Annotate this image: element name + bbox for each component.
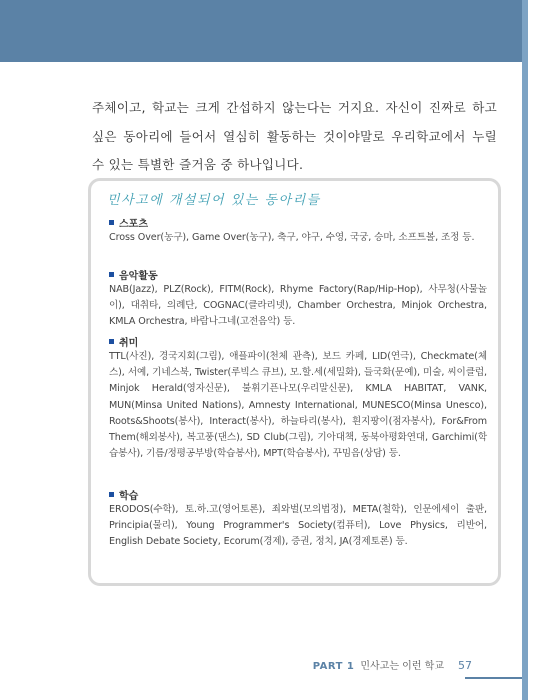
section-body: TTL(사진), 경국지회(그림), 애플파이(천체 관측), 보드 카페, LID(연극), Checkmate(체스), 서예, 기네스북, Twister(루빅스 큐브), 모.할.세(세밀화), 들국화(문예), 미술, 씨이클럽, Minjok Herald(영자신문), 불휘기픈나모(우리말신문), KMLA HABITAT, VANK, MUN(Minsa United Nations), Amnesty International, MUNESCO(Minsa Unesco), Roots&Shoots(봉사), Interact(봉사), 하늘타리(봉사), 흰지팡이(점자봉사), For&From Them(해외봉사), 복고풍(댄스), SD Club(그림), 기아대책, 동북아평화연대, Garchimi(학습봉사), 기름/정평공부방(학습봉사), MPT(학습봉사), 꾸밈음(상담) 등. (109, 351, 487, 460)
club-list-box (88, 178, 501, 586)
section-body: NAB(Jazz), PLZ(Rock), FITM(Rock), Rhyme Factory(Rap/Hip-Hop), 사무청(사물놀이), 대취타, 의례단, COGNAC(클라리넷), Chamber Orchestra, Minjok Orchestra, KMLA Orchestra, 바람나그네(고전음악) 등. (109, 284, 487, 328)
square-bullet-icon (109, 339, 114, 344)
box-title: 민사고에 개설되어 있는 동아리들 (107, 193, 321, 208)
section-heading (109, 333, 487, 349)
section-heading (109, 266, 487, 282)
section-music (109, 266, 487, 331)
page-edge-strip (522, 0, 528, 700)
header-color-band (0, 0, 522, 62)
square-bullet-icon (109, 272, 114, 277)
section-heading-label: 학습 (119, 490, 139, 502)
section-heading (109, 486, 487, 502)
footer-part-title: 민사고는 이런 학교 (360, 661, 444, 672)
footer-part-label: PART 1 (312, 661, 355, 672)
section-heading-label: 취미 (119, 337, 139, 349)
intro-paragraph: 주체이고, 학교는 크게 간섭하지 않는다는 거지요. 자신이 진짜로 하고 싶은 동아리에 들어서 열심히 활동하는 것이야말로 우리학교에서 누릴 수 있는 특별한 즐거움 중 하나입니다. (92, 100, 497, 172)
section-sports (109, 214, 487, 246)
footer-rule (465, 677, 522, 679)
section-heading-label: 스포츠 (119, 218, 148, 230)
section-hobby (109, 333, 487, 462)
square-bullet-icon (109, 492, 114, 497)
section-study (109, 486, 487, 551)
section-body: ERODOS(수학), 토.하.고(영어토론), 죄와벌(모의법정), META(철학), 인문에세이 출판, Principia(물리), Young Programmer's Society(컴퓨터), Love Physics, 리반어, English Debate Society, Ecorum(경제), 증권, 정치, JA(경제토론) 등. (109, 504, 487, 548)
square-bullet-icon (109, 220, 114, 225)
section-body: Cross Over(농구), Game Over(농구), 축구, 야구, 수영, 국궁, 승마, 소프트볼, 조정 등. (109, 232, 475, 243)
section-heading (109, 214, 487, 230)
section-heading-label: 음악활동 (119, 270, 158, 282)
page-number: 57 (458, 659, 472, 672)
page-footer (313, 657, 472, 672)
